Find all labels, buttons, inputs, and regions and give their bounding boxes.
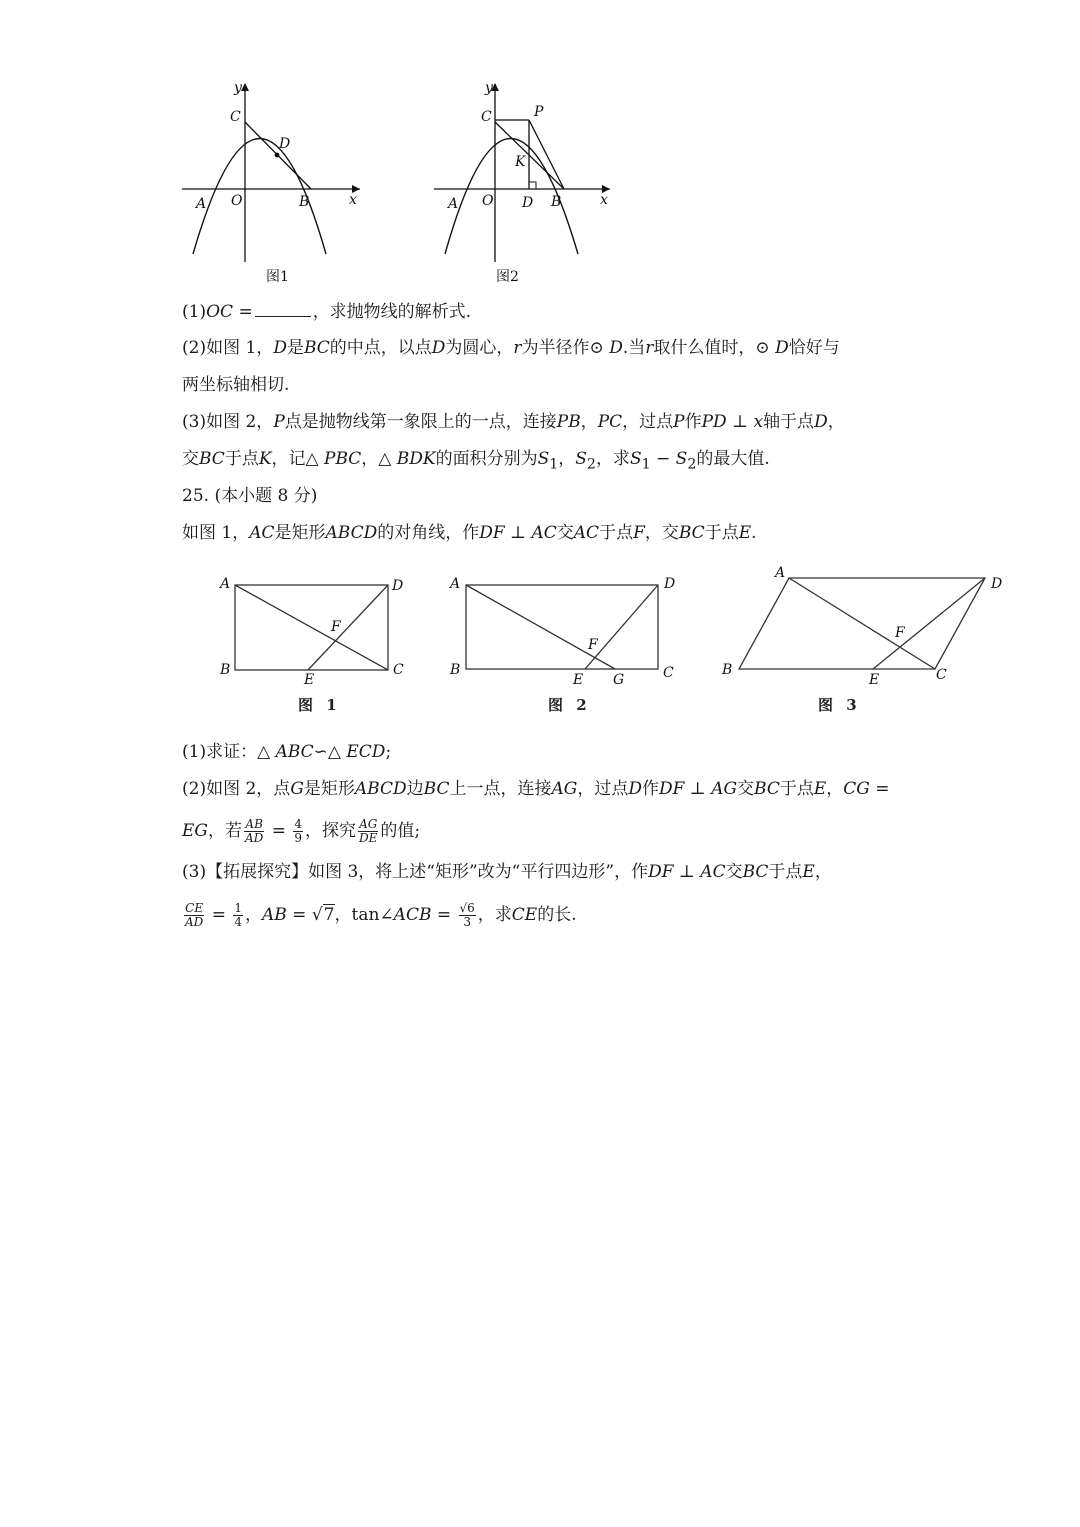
fig2-label-x: x	[600, 192, 608, 208]
rectangle-figure-1	[210, 568, 420, 718]
fig2-label-o: O	[482, 193, 494, 209]
r2-label-d: D	[664, 576, 676, 592]
fig1-label-d: D	[279, 136, 291, 152]
r3-label-c: C	[936, 667, 947, 683]
r3-label-d: D	[991, 576, 1003, 592]
fig1-label-o: O	[231, 193, 243, 209]
parabola-figure-1	[178, 78, 368, 293]
rectangle-figure-2	[440, 568, 690, 718]
fig2-label-b: B	[551, 194, 562, 210]
r3-label-f: F	[895, 625, 905, 641]
fraction-1-4: $\frac{1}{4}$	[234, 901, 242, 929]
r1-caption: 图 1	[298, 696, 341, 714]
r2-label-e: E	[573, 672, 584, 688]
fig2-label-a: A	[448, 196, 459, 212]
fig2-label-k: K	[515, 154, 526, 170]
fraction-ag-de: $\frac{AG}{DE}$	[359, 817, 378, 845]
r1-label-d: D	[392, 578, 404, 594]
q25-part1: (1)求证：△ ABC∽△ ECD;	[182, 742, 392, 762]
fig1-label-b: B	[299, 194, 310, 210]
fig1-label-a: A	[196, 196, 207, 212]
fraction-sqrt6-3: $\frac{√6}{3}$	[459, 901, 475, 929]
q25-part3-line1: (3)【拓展探究】如图 3，将上述“矩形”改为“平行四边形”，作DF ⊥ AC交BC于点E，	[182, 862, 832, 882]
answer-blank	[255, 302, 311, 317]
q24-part3-line1: (3)如图 2，P点是抛物线第一象限上的一点，连接PB，PC，过点P作PD ⊥ x轴于点D，	[182, 412, 845, 432]
q24-part2-line1: (2)如图 1，D是BC的中点，以点D为圆心，r为半径作⊙ D.当r取什么值时，⊙ D恰好与	[182, 338, 840, 358]
fig2-label-d: D	[522, 195, 534, 211]
parabola-figure-2	[428, 78, 623, 293]
r2-label-f: F	[588, 637, 598, 653]
q24-part2-line2: 两坐标轴相切.	[182, 375, 290, 395]
fig1-caption: 图1	[266, 269, 289, 285]
parallelogram-figure-3	[715, 560, 1015, 718]
r3-label-e: E	[869, 672, 880, 688]
fig1-label-c: C	[230, 109, 241, 125]
fig2-caption: 图2	[496, 269, 519, 285]
r2-label-c: C	[663, 665, 674, 681]
r2-label-b: B	[450, 662, 461, 678]
r3-caption: 图 3	[818, 696, 861, 714]
fig2-label-p: P	[534, 104, 544, 120]
fig1-label-y: y	[234, 80, 242, 96]
fig2-label-c: C	[481, 109, 492, 125]
fraction-4-9: $\frac{4}{9}$	[294, 817, 302, 845]
q25-part3-line2: $\frac{CE}{AD}$ = $\frac{1}{4}$ ，AB = √7，tan∠ACB = $\frac{√6}{3}$ ，求CE的长.	[185, 901, 577, 929]
q25-part2-line1: (2)如图 2，点G是矩形ABCD边BC上一点，连接AG，过点D作DF ⊥ AG交BC于点E，CG =	[182, 779, 890, 799]
q24-part1: (1)OC = ，求抛物线的解析式.	[182, 302, 472, 322]
fraction-ce-ad: $\frac{CE}{AD}$	[185, 901, 204, 929]
r1-label-a: A	[220, 576, 231, 592]
q25-part2-line2: EG，若 $\frac{AB}{AD}$ = $\frac{4}{9}$ ，探究 $\frac{AG}{DE}$ 的值;	[182, 817, 421, 845]
r2-label-a: A	[450, 576, 461, 592]
r1-label-c: C	[393, 662, 404, 678]
r2-label-g: G	[613, 672, 625, 688]
q25-intro: 如图 1，AC是矩形ABCD的对角线，作DF ⊥ AC交AC于点F，交BC于点E.	[182, 523, 757, 543]
r1-label-f: F	[331, 619, 341, 635]
fig1-label-x: x	[349, 192, 357, 208]
r1-label-e: E	[304, 672, 315, 688]
r3-label-a: A	[775, 565, 786, 581]
fig2-label-y: y	[485, 80, 493, 96]
r3-label-b: B	[722, 662, 733, 678]
r1-label-b: B	[220, 662, 231, 678]
q24-part3-line2: 交BC于点K，记△ PBC，△ BDK的面积分别为$S_1$，$S_2$，求$S_1 - S_2$的最大值.	[182, 449, 770, 473]
q25-heading: 25. (本小题 8 分)	[182, 486, 318, 506]
r2-caption: 图 2	[548, 696, 591, 714]
fraction-ab-ad: $\frac{AB}{AD}$	[245, 817, 264, 845]
